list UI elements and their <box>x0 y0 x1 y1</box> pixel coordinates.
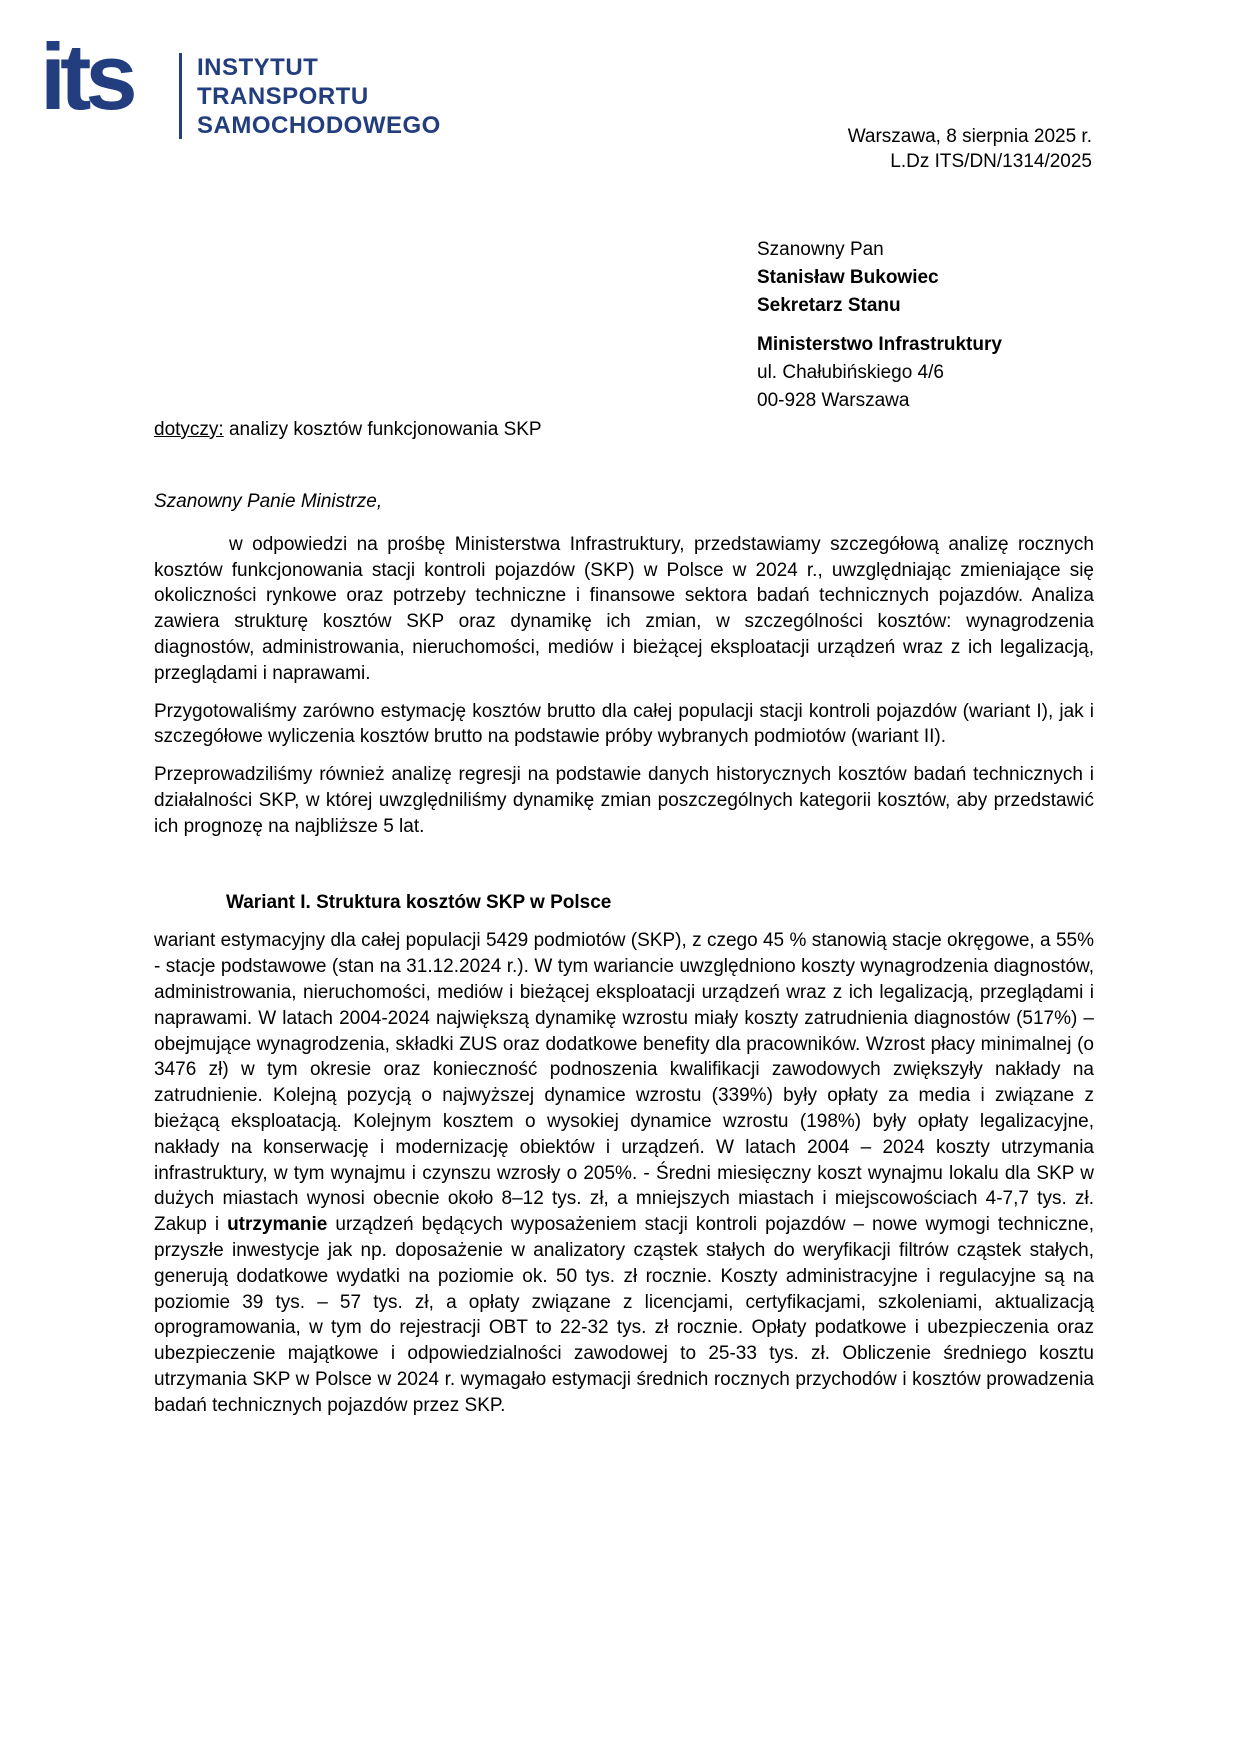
letter-body <box>154 489 1094 1431</box>
reference-number: L.Dz ITS/DN/1314/2025 <box>890 151 1092 172</box>
logo-org-line-1: INSTYTUT <box>197 54 319 81</box>
paragraph-2: Przygotowaliśmy zarówno estymację kosztów brutto dla całej populacji stacji kontroli pojazdów (wariant I), jak i szczegółowe wyliczenia kosztów brutto na podstawie próby wybranych podmiotów (wariant II). <box>154 700 1094 748</box>
section-heading-variant-1: Wariant I. Struktura kosztów SKP w Polsce <box>226 891 612 913</box>
recipient-salutation: Szanowny Pan <box>757 239 884 260</box>
recipient-address-city: 00-928 Warszawa <box>757 390 910 411</box>
subject-text: analizy kosztów funkcjonowania SKP <box>223 419 542 440</box>
paragraph-4-text-2: urządzeń będących wyposażeniem stacji kontroli pojazdów – nowe wymogi techniczne, przyszłe inwestycje jak np. doposażenie w analizatory cząstek stałych do weryfikacji filtrów cząstek stałych, generują dodatkowe wydatki na poziomie ok. 50 tys. zł rocznie. Koszty administracyjne i regulacyjne są na poziomie 39 tys. – 57 tys. zł, a opłaty związane z licencjami, certyfikacjami, szkoleniami, aktualizacją oprogramowania, w tym do rejestracji OBT to 22-32 tys. zł rocznie. Opłaty podatkowe i ubezpieczenia oraz ubezpieczenie majątkowe i odpowiedzialności zawodowej to 25-33 tys. zł. Obliczenie średniego kosztu utrzymania SKP w Polsce w 2024 r. wymagało estymacji średnich rocznych przychodów i kosztów prowadzenia badań technicznych pojazdów przez SKP. <box>154 1214 1094 1416</box>
paragraph-4-bold-word: utrzymanie <box>227 1214 328 1236</box>
recipient-address-street: ul. Chałubińskiego 4/6 <box>757 362 944 383</box>
paragraph-3: Przeprowadziliśmy również analizę regresji na podstawie danych historycznych kosztów badań technicznych i działalności SKP, w której uwzględniliśmy dynamikę zmian poszczególnych kategorii kosztów, aby przedstawić ich prognozę na najbliższe 5 lat. <box>154 764 1094 837</box>
paragraph-1: w odpowiedzi na prośbę Ministerstwa Infrastruktury, przedstawiamy szczegółową analizę rocznych kosztów funkcjonowania stacji kontroli pojazdów (SKP) w Polsce w 2024 r., uwzględniając zmieniające się okoliczności rynkowe oraz potrzeby techniczne i finansowe sektora badań technicznych pojazdów. Analiza zawiera strukturę kosztów SKP oraz dynamikę ich zmian, w szczególności kosztów: wynagrodzenia diagnostów, administrowania, nieruchomości, mediów i bieżącej eksploatacji urządzeń wraz z ich legalizacją, przeglądami i naprawami. <box>154 533 1094 684</box>
paragraph-4 <box>154 928 1094 1418</box>
paragraph-4-text-1: wariant estymacyjny dla całej populacji 5429 podmiotów (SKP), z czego 45 % stanowią stacje okręgowe, a 55% - stacje podstawowe (stan na 31.12.2024 r.). W tym wariancie uwzględniono koszty wynagrodzenia diagnostów, administrowania, nieruchomości, mediów i bieżącej eksploatacji urządzeń wraz z ich legalizacją, przeglądami i naprawami. W latach 2004-2024 największą dynamikę wzrostu miały koszty zatrudnienia diagnostów (517%) – obejmujące wynagrodzenia, składki ZUS oraz dodatkowe benefity dla pracowników. Wzrost płacy minimalnej (o 3476 zł) w tym okresie oraz konieczność podnoszenia kwalifikacji zawodowych zwiększyły nakłady na zatrudnienie. Kolejną pozycją o najwyższej dynamice wzrostu (339%) były opłaty za media i związane z bieżącą eksploatacją. Kolejnym kosztem o wysokiej dynamice wzrostu (198%) były opłaty legalizacyjne, nakłady na konserwację i modernizację obiektów i urządzeń. W latach 2004 – 2024 koszty utrzymania infrastruktury, w tym wynajmu i czynszu wzrosły o 205%. - Średni miesięczny koszt wynajmu lokalu dla SKP w dużych miastach wynosi obecnie około 8–12 tys. zł, a mniejszych miastach i miejscowościach 4-7,7 tys. zł. Zakup i <box>154 930 1094 1236</box>
logo-org-line-3: SAMOCHODOWEGO <box>197 112 441 139</box>
logo-org-line-2: TRANSPORTU <box>197 83 369 110</box>
greeting: Szanowny Panie Ministrze, <box>154 491 383 512</box>
its-logo-mark: its <box>40 24 132 129</box>
date-line: Warszawa, 8 sierpnia 2025 r. <box>847 126 1092 147</box>
subject-line <box>154 419 542 441</box>
subject-label: dotyczy: <box>154 419 224 440</box>
date-reference-block <box>848 124 1092 174</box>
its-logo-org-name <box>197 53 441 140</box>
recipient-name: Stanisław Bukowiec <box>757 267 939 288</box>
logo-divider <box>179 53 182 139</box>
recipient-organization: Ministerstwo Infrastruktury <box>757 334 1002 355</box>
recipient-block <box>757 236 1002 415</box>
recipient-title: Sekretarz Stanu <box>757 295 901 316</box>
